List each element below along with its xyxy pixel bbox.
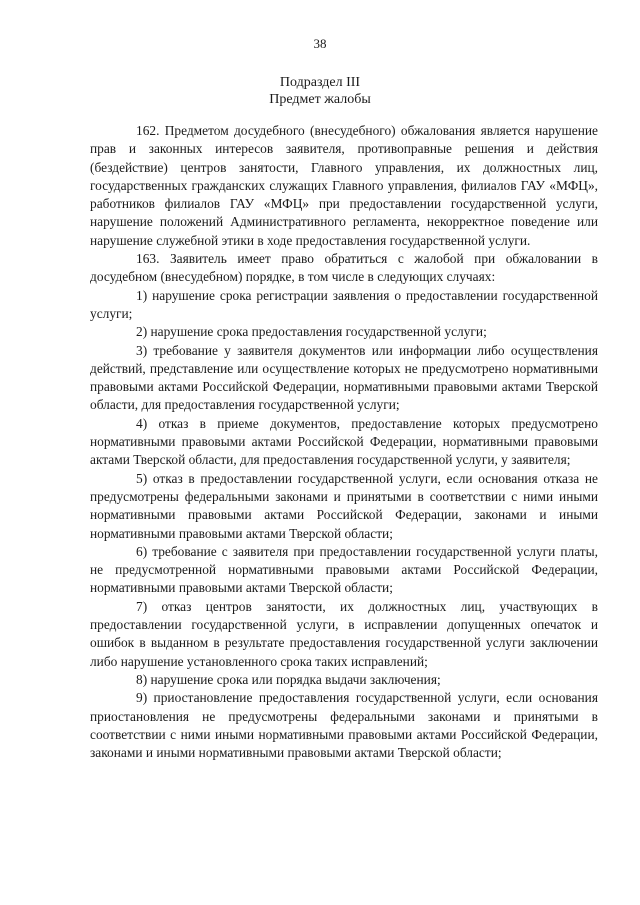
list-item-1: 1) нарушение срока регистрации заявления о предоставлении государственной услуги; xyxy=(90,287,598,321)
paragraph-162: 162. Предметом досудебного (внесудебного) обжалования является нарушение прав и законных интересов заявителя, противоправные решения и действия (бездействие) центров занятости, Главного управления, их должностных лиц, государственных гражданских служащих Главного управления, филиалов ГАУ «МФЦ», работников филиалов ГАУ «МФЦ» при предоставлении государственной услуги, нарушение положений Административного регламента, некорректное поведение или нарушение служебной этики в ходе предоставления государственной услуги. xyxy=(90,123,598,248)
list-item-6: 6) требование с заявителя при предоставлении государственной услуги платы, не предусмотренной нормативными правовыми актами Российской Федерации, нормативными правовыми актами Тверской области; xyxy=(90,543,598,596)
subsection-label: Подраздел III xyxy=(279,75,361,90)
list-item-8: 8) нарушение срока или порядка выдачи заключения; xyxy=(136,671,441,687)
subsection-title: Предмет жалобы xyxy=(269,92,371,107)
page-number: 38 xyxy=(313,36,327,51)
list-item-4: 4) отказ в приеме документов, предоставление которых предусмотрено нормативными правовыми актами Российской Федерации, нормативными правовыми актами Тверской области, для предоставления государственной услуги, у заявителя; xyxy=(90,415,598,468)
list-item-9: 9) приостановление предоставления государственной услуги, если основания приостановления не предусмотрены федеральными законами и принятыми в соответствии с ними иными нормативными правовыми актами Российской Федерации, законами и иными нормативными правовыми актами Тверской области; xyxy=(90,690,598,761)
list-item-2: 2) нарушение срока предоставления государственной услуги; xyxy=(136,324,487,340)
subsection-heading xyxy=(0,74,640,108)
list-item-7: 7) отказ центров занятости, их должностных лиц, участвующих в предоставлении государственной услуги, в исправлении допущенных опечаток и ошибок в выданном в результате предоставления государственной услуги заключении либо нарушение установленного срока таких исправлений; xyxy=(90,598,598,669)
list-item-3: 3) требование у заявителя документов или информации либо осуществления действий, представление или осуществление которых не предусмотрено нормативными правовыми актами Российской Федерации, нормативными правовыми актами Тверской области, для предоставления государственной услуги; xyxy=(90,342,598,413)
body-text xyxy=(90,122,598,762)
list-item-5: 5) отказ в предоставлении государственной услуги, если основания отказа не предусмотрены федеральными законами и принятыми в соответствии с ними иными нормативными правовыми актами Российской Федерации, законами и иными нормативными правовыми актами Тверской области; xyxy=(90,470,598,541)
paragraph-163: 163. Заявитель имеет право обратиться с жалобой при обжаловании в досудебном (внесудебном) порядке, в том числе в следующих случаях: xyxy=(90,251,598,285)
